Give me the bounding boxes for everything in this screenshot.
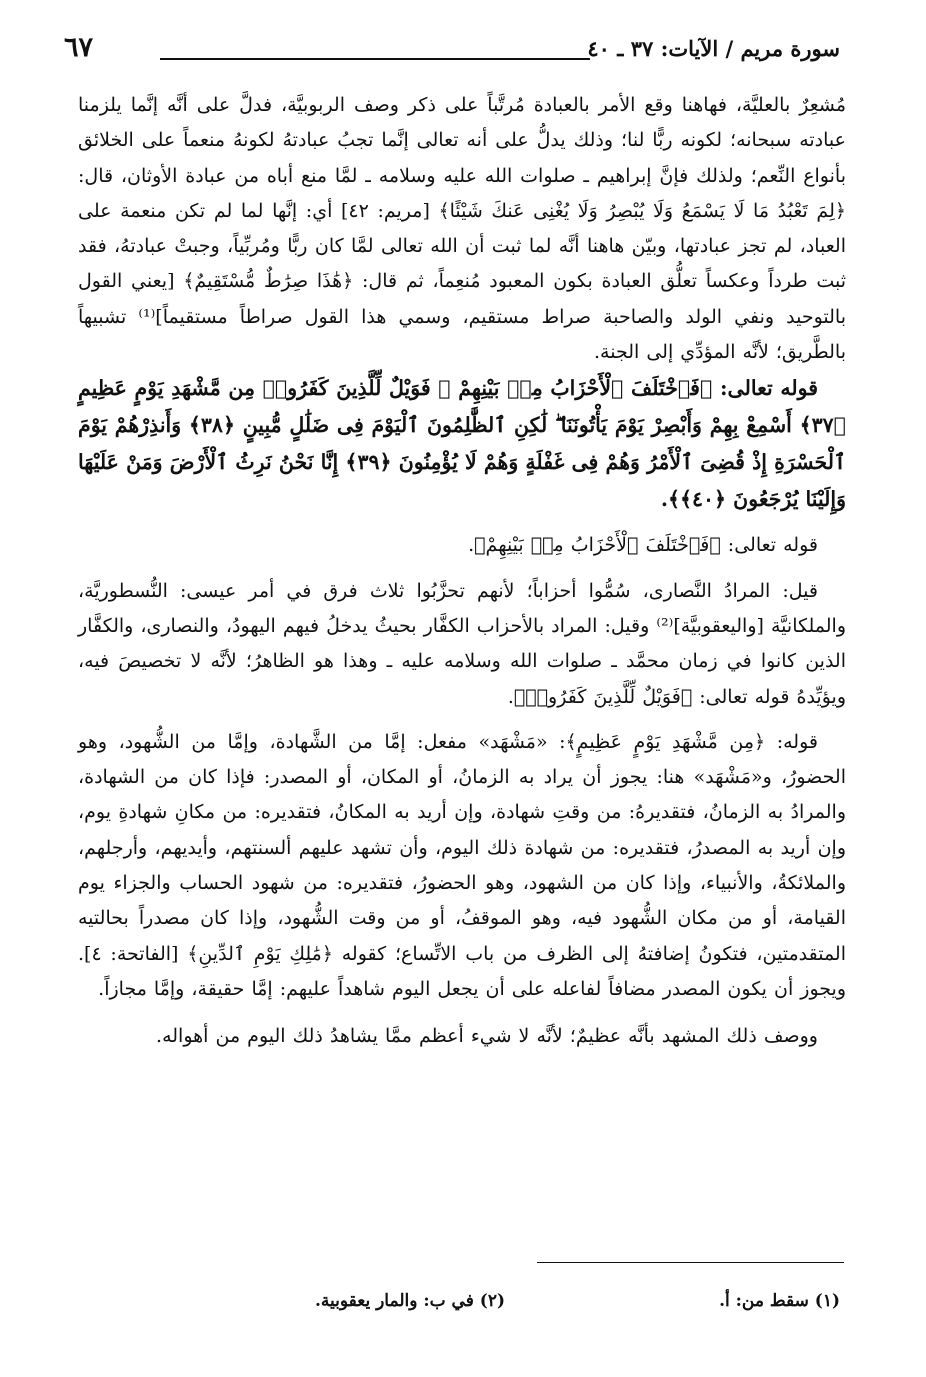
page-body: [78, 88, 846, 1055]
footnote-rule: [537, 1262, 844, 1263]
running-header: [64, 28, 840, 72]
paragraph-quran-verses: قوله تعالى: ﴿فَٱخْتَلَفَ ٱلْأَحْزَابُ مِنۢ بَيْنِهِمْ ۖ فَوَيْلٌ لِّلَّذِينَ كَفَرُوا۟ مِن مَّشْهَدِ يَوْمٍ عَظِيمٍ ﴿٣٧﴾ أَسْمِعْ بِهِمْ وَأَبْصِرْ يَوْمَ يَأْتُونَنَا ۖ لَٰكِنِ ٱلظَّٰلِمُونَ ٱلْيَوْمَ فِى ضَلَٰلٍ مُّبِينٍ ﴿٣٨﴾ وَأَنذِرْهُمْ يَوْمَ ٱلْحَسْرَةِ إِذْ قُضِىَ ٱلْأَمْرُ وَهُمْ فِى غَفْلَةٍ وَهُمْ لَا يُؤْمِنُونَ ﴿٣٩﴾ إِنَّا نَحْنُ نَرِثُ ٱلْأَرْضَ وَمَنْ عَلَيْهَا وَإِلَيْنَا يُرْجَعُونَ ﴿٤٠﴾﴾.: [78, 376, 846, 512]
header-rule: [160, 58, 590, 60]
paragraph-mashhad: قوله: ﴿مِن مَّشْهَدِ يَوْمٍ عَظِيمٍ﴾: «مَشْهَد» مفعل: إمَّا من الشَّهادة، وإمَّا من الشُّهود، وهو الحضورُ، و«مَشْهَد» هنا: يجوز أن يراد به الزمانُ، أو المكان، أو المصدر: فإذا كان من الشهادة، والمرادُ به الزمانُ، فتقديرهُ: من وقتِ شهادة، وإن أريد به المكانُ، فتقديره: من مكانِ شهادةِ يوم، وإن أريد به المصدرُ، فتقديره: من شهادة ذلك اليوم، وأن تشهد عليهم ألسنتهم، وأيديهم، وأرجلهم، والملائكةُ، والأنبياء، وإذا كان من الشهود، وهو الحضورُ، فتقديره: من شهود الحساب والجزاء يوم القيامة، أو من مكان الشُّهود فيه، وهو الموقفُ، أو من وقت الشُّهود، وإذا كان مصدراً بحالتيه المتقدمتين، فتكونُ إضافتهُ إلى الظرف من باب الاتِّساع؛ كقوله ﴿مَٰلِكِ يَوْمِ ٱلدِّينِ﴾ [الفاتحة: ٤]. ويجوز أن يكون المصدر مضافاً لفاعله على أن يجعل اليوم شاهداً عليهم: إمَّا حقيقة، وإمَّا مجازاً.: [78, 730, 846, 1000]
paragraph-ahzab: قيل: المرادُ النَّصارى، سُمُّوا أحزاباً؛ لأنهم تحزَّبُوا ثلاث فرق في أمر عيسى: النُّسطوريَّة، والملكانيَّة [واليعقوبيَّة]⁽²⁾ وقيل: المراد بالأحزاب الكفَّار بحيثُ يدخلُ فيهم اليهودُ، والنصارى، والكفَّار الذين كانوا في زمان محمَّد ـ صلوات الله وسلامه عليه ـ وهذا هو الظاهرُ؛ لأنَّه لا تخصيصَ فيه، ويؤيِّدهُ قوله تعالى: ﴿فَوَيْلٌ لِّلَّذِينَ كَفَرُوا۟﴾.: [78, 579, 846, 708]
footnotes: [120, 1283, 840, 1317]
paragraph-tafsir-intro: مُشعِرٌ بالعليَّة، فهاهنا وقع الأمر بالعبادة مُرتَّباً على ذكر وصف الربوبيَّة، فدلَّ على أنَّه إنَّما يلزمنا عبادته سبحانه؛ لكونه ربًّا لنا؛ وذلك يدلُّ على أنه تعالى إنَّما تجبُ عبادتهُ لكونهُ منعماً على الخلائق بأنواع النِّعم؛ ولذلك فإنَّ إبراهيم ـ صلوات الله عليه وسلامه ـ لمَّا منع أباه من عبادة الأوثان، قال: ﴿لِمَ تَعْبُدُ مَا لَا يَسْمَعُ وَلَا يُبْصِرُ وَلَا يُغْنِى عَنكَ شَيْئًا﴾ [مريم: ٤٢] أي: إنَّها لما لم تكن منعمة على العباد، لم تجز عبادتها، وبيّن هاهنا أنَّه لما ثبت أن الله تعالى لمَّا كان ربًّا ومُربِّياً، وجبتْ عبادتهُ، فقد ثبت طرداً وعكساً تعلُّق العبادة بكون المعبود مُنعِماً، ثم قال: ﴿هَٰذَا صِرَٰطٌ مُّسْتَقِيمٌ﴾ [يعني القول بالتوحيد ونفي الولد والصاحبة صراط مستقيم، وسمي هذا القول صراطاً مستقيماً]⁽¹⁾ تشبيهاً بالطَّريق؛ لأنَّه المؤدِّي إلى الجنة.: [78, 94, 847, 364]
paragraph-verse-heading: قوله تعالى: ﴿فَٱخْتَلَفَ ٱلْأَحْزَابُ مِنۢ بَيْنِهِمْ﴾.: [468, 534, 818, 557]
paragraph-conclusion: ووصف ذلك المشهد بأنَّه عظيمٌ؛ لأنَّه لا شيء أعظم ممَّا يشاهدُ ذلك اليوم من أهواله.: [156, 1025, 818, 1048]
page-number: ٦٧: [64, 32, 94, 63]
header-title: سورة مريم / الآيات: ٣٧ ـ ٤٠: [587, 36, 840, 61]
footnote-1: (١) سقط من: أ.: [719, 1291, 840, 1311]
footnote-2: (٢) في ب: والمار يعقوبية.: [314, 1291, 505, 1311]
